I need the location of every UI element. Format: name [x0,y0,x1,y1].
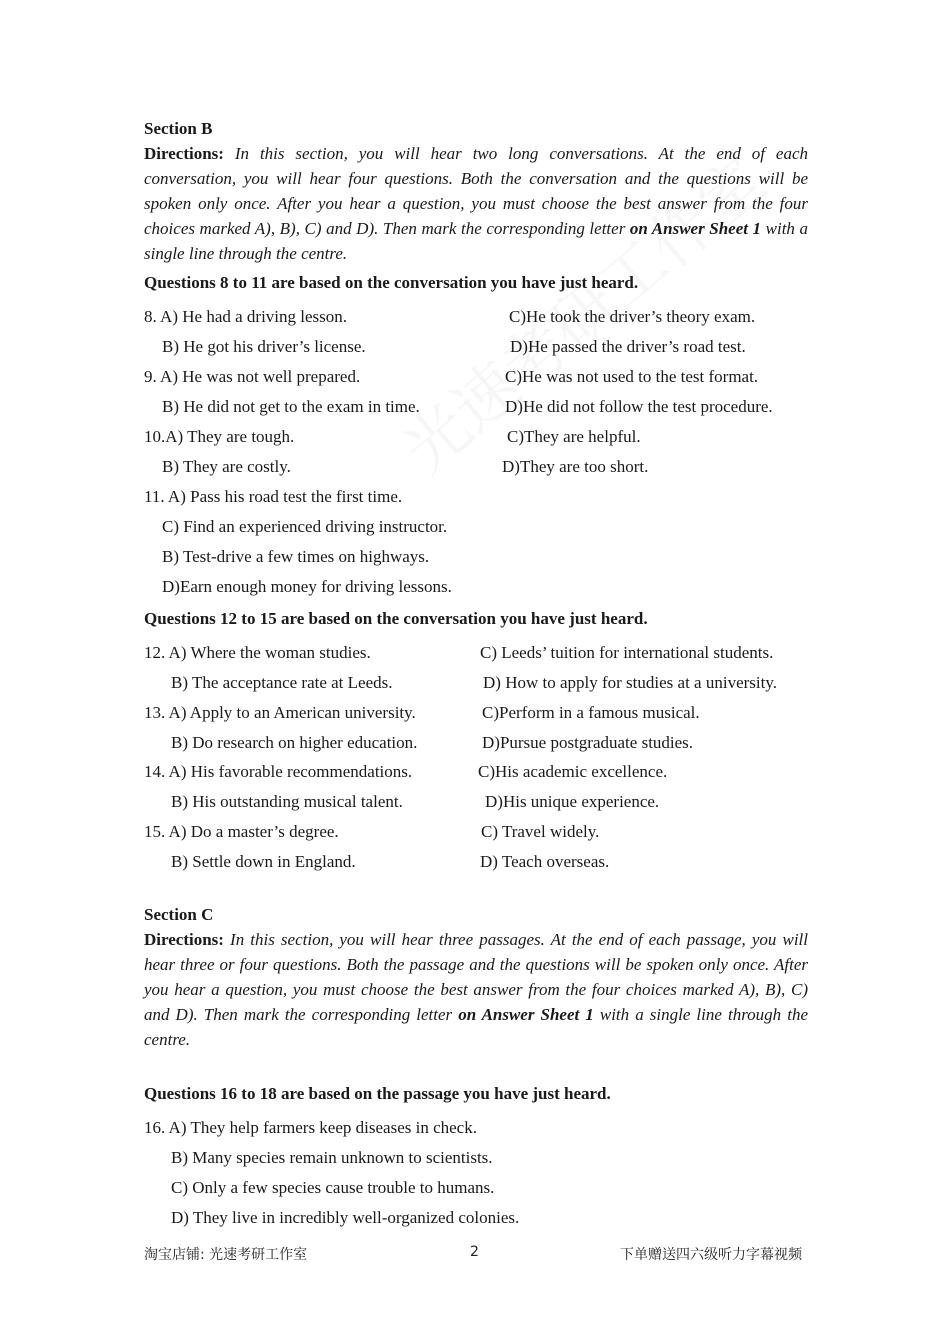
q10-option-c: C)They are helpful. [507,427,641,446]
q12-option-c: C) Leeds’ tuition for international students. [480,643,774,662]
directions-text: In this section, you will hear three passages. At the end of each passage, you will hear three or four questions. Both the passage and the questions will be spoken only once. After you hear a question, you must choose the best answer from the four choices marked A), B), C) and D). Then mark the corresponding letter [144,930,808,1024]
q16-option-c: C) Only a few species cause trouble to humans. [171,1178,495,1197]
q13-option-a: 13. A) Apply to an American university. [144,703,416,722]
q11-option-d: D)Earn enough money for driving lessons. [162,577,452,596]
q13-option-d: D)Pursue postgraduate studies. [482,733,694,752]
q8-option-d: D)He passed the driver’s road test. [510,337,746,356]
q14-option-c: C)His academic excellence. [478,762,668,781]
directions-answer-sheet: on Answer Sheet 1 [629,219,762,238]
q8-option-b: B) He got his driver’s license. [162,337,366,356]
q15-option-d: D) Teach overseas. [480,852,610,871]
questions-8-11-header: Questions 8 to 11 are based on the conversation you have just heard. [144,273,639,292]
footer-promo: 下单赠送四六级听力字幕视频 [620,1247,802,1263]
questions-16-18-header: Questions 16 to 18 are based on the passage you have just heard. [144,1084,611,1103]
q12-option-b: B) The acceptance rate at Leeds. [171,673,393,692]
q9-option-b: B) He did not get to the exam in time. [162,397,420,416]
q15-option-b: B) Settle down in England. [171,852,356,871]
directions-label: Directions: [144,144,224,163]
q12-option-d: D) How to apply for studies at a university. [483,673,777,692]
q11-option-a: 11. A) Pass his road test the first time. [144,487,403,506]
directions-text-end: with a single line through the centre. [144,1005,808,1049]
q15-option-c: C) Travel widely. [481,822,600,841]
page-number: 2 [470,1244,479,1260]
directions-label: Directions: [144,930,224,949]
directions-text: In this section, you will hear two long conversations. At the end of each conversation, you will hear four questions. Both the conversation and the questions will be spoken only once. After you hear a question, you must choose the best answer from the four choices marked A), B), C) and D). Then mark the corresponding letter [144,144,809,238]
section-c-directions [144,927,808,1052]
q14-option-d: D)His unique experience. [485,792,660,811]
q10-option-a: 10.A) They are tough. [144,427,295,446]
q13-option-c: C)Perform in a famous musical. [482,703,700,722]
q16-option-d: D) They live in incredibly well-organized colonies. [171,1208,520,1227]
q9-option-c: C)He was not used to the test format. [505,367,759,386]
q13-option-b: B) Do research on higher education. [171,733,418,752]
section-b-title: Section B [144,119,213,138]
q16-option-b: B) Many species remain unknown to scientists. [171,1148,493,1167]
section-c-title: Section C [144,905,214,924]
directions-answer-sheet: on Answer Sheet 1 [458,1005,594,1024]
q15-option-a: 15. A) Do a master’s degree. [144,822,339,841]
q16-option-a: 16. A) They help farmers keep diseases in check. [144,1118,477,1137]
q12-option-a: 12. A) Where the woman studies. [144,643,371,662]
q9-option-a: 9. A) He was not well prepared. [144,367,361,386]
q14-option-b: B) His outstanding musical talent. [171,792,403,811]
q8-option-c: C)He took the driver’s theory exam. [509,307,756,326]
q11-option-b: B) Test-drive a few times on highways. [162,547,430,566]
q8-option-a: 8. A) He had a driving lesson. [144,307,348,326]
q9-option-d: D)He did not follow the test procedure. [505,397,773,416]
q10-option-b: B) They are costly. [162,457,291,476]
footer-shop-name: 淘宝店铺: 光速考研工作室 [144,1247,308,1263]
q11-option-c: C) Find an experienced driving instructor. [162,517,448,536]
questions-12-15-header: Questions 12 to 15 are based on the conversation you have just heard. [144,609,648,628]
q14-option-a: 14. A) His favorable recommendations. [144,762,413,781]
q10-option-d: D)They are too short. [502,457,649,476]
section-b-directions [144,141,808,266]
directions-text-end: with a single line through the centre. [144,219,808,263]
